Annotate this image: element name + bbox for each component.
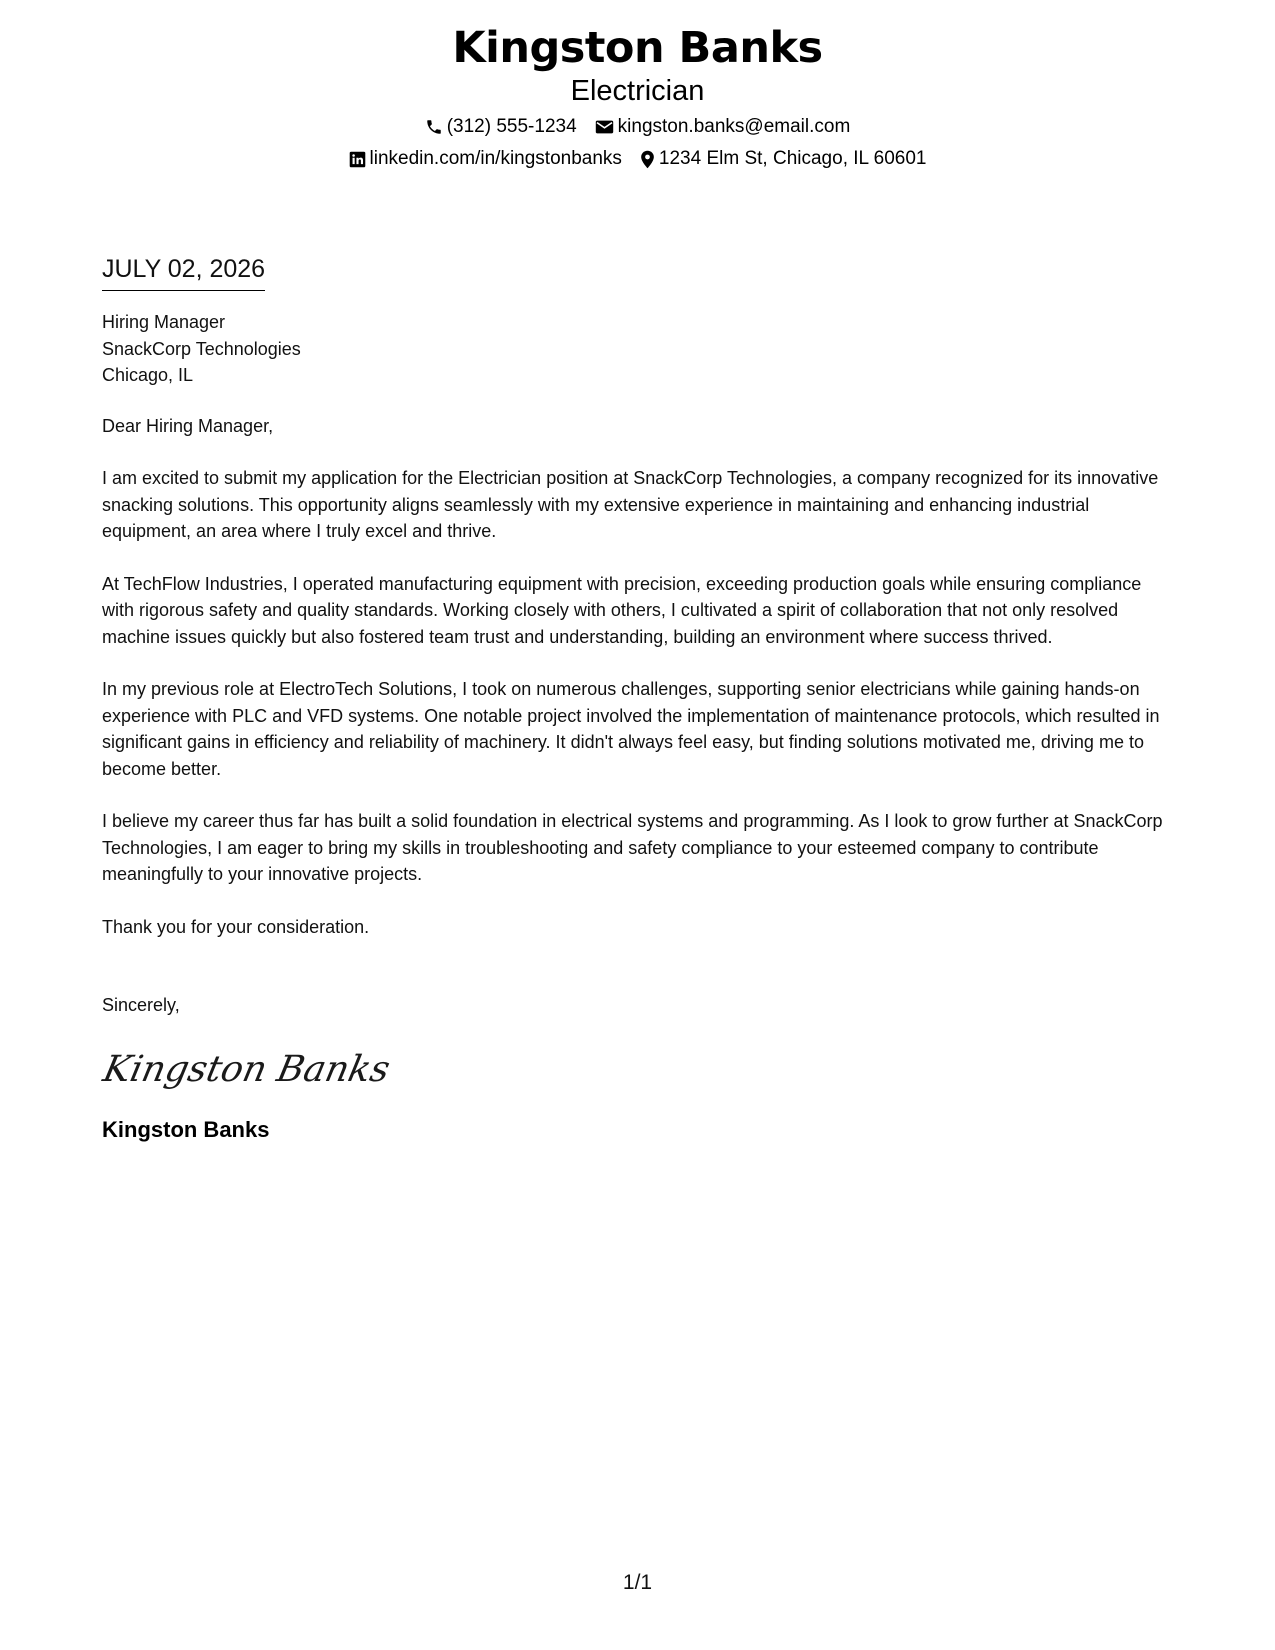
recipient-location: Chicago, IL	[102, 365, 194, 385]
contact-row-2	[0, 147, 1275, 171]
signed-name: Kingston Banks	[102, 1116, 270, 1142]
map-pin-icon	[640, 150, 655, 169]
phone-contact	[425, 115, 577, 139]
recipient-block	[102, 309, 1172, 389]
handwritten-signature	[99, 1041, 1172, 1099]
applicant-title: Electrician	[570, 75, 705, 107]
contact-row-1	[0, 115, 1275, 139]
thank-you-line: Thank you for your consideration.	[102, 916, 370, 937]
address-contact	[640, 147, 927, 171]
applicant-name: Kingston Banks	[452, 23, 823, 73]
linkedin-url: linkedin.com/in/kingstonbanks	[369, 148, 622, 169]
letter-date: JULY 02, 2026	[102, 252, 265, 291]
letter-header	[0, 22, 1275, 171]
envelope-icon	[595, 119, 614, 135]
recipient-name: Hiring Manager	[102, 312, 226, 332]
salutation: Dear Hiring Manager,	[102, 415, 274, 436]
closing: Sincerely,	[102, 995, 180, 1015]
body-paragraph: At TechFlow Industries, I operated manufacturing equipment with precision, exceeding production goals while ensuring compliance with rigorous safety and quality standards. Working closely with others, I cultivated a spirit of collaboration that not only resolved machine issues quickly but also fostered team trust and understanding, building an environment where success thrived.	[102, 573, 1142, 647]
body-paragraph: In my previous role at ElectroTech Solutions, I took on numerous challenges, supporting senior electricians while gaining hands-on experience with PLC and VFD systems. One notable project involved the implementation of maintenance protocols, which resulted in significant gains in efficiency and reliability of machinery. It didn't always feel easy, but finding solutions motivated me, driving me to become better.	[102, 679, 1160, 779]
body-paragraph: I believe my career thus far has built a solid foundation in electrical systems and programming. As I look to grow further at SnackCorp Technologies, I am eager to bring my skills in troubleshooting and safety compliance to your esteemed company to contribute meaningfully to your innovative projects.	[102, 811, 1163, 884]
phone-number: (312) 555-1234	[446, 116, 577, 137]
recipient-company: SnackCorp Technologies	[102, 338, 301, 359]
street-address: 1234 Elm St, Chicago, IL 60601	[658, 148, 927, 169]
email-address: kingston.banks@email.com	[617, 116, 851, 137]
linkedin-contact	[349, 147, 622, 171]
body-paragraph: I am excited to submit my application for the Electrician position at SnackCorp Technologies, a company recognized for its innovative snacking solutions. This opportunity aligns seamlessly with my extensive experience in maintaining and enhancing industrial equipment, an area where I truly excel and thrive.	[102, 468, 1159, 541]
email-contact	[595, 115, 851, 139]
phone-icon	[425, 118, 443, 136]
svg-text:Kingston Banks: Kingston Banks	[99, 1046, 394, 1090]
linkedin-icon	[349, 151, 366, 168]
letter-body	[99, 252, 1172, 1145]
page-number: 1/1	[622, 1571, 653, 1594]
